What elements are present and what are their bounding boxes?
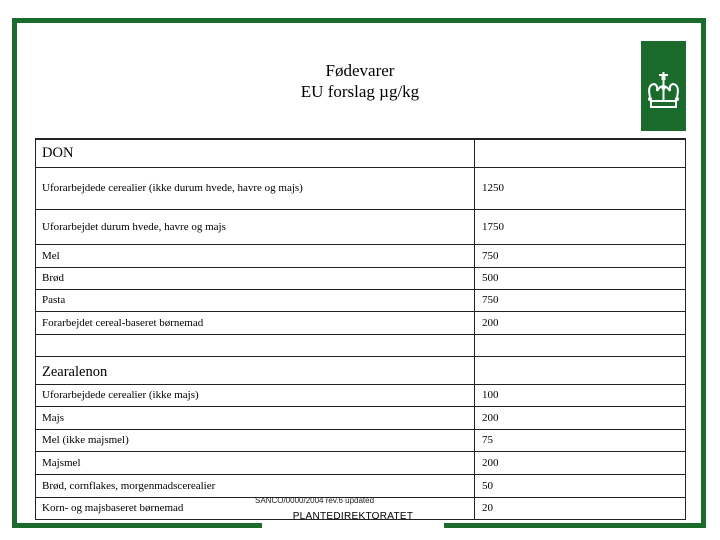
product-cell: Mel (ikke majsmel) xyxy=(36,429,475,451)
table-row xyxy=(36,289,686,311)
value-cell: 200 xyxy=(475,311,686,334)
product-cell: Majs xyxy=(36,406,475,429)
table-row xyxy=(36,474,686,497)
product-cell: Uforarbejdede cerealier (ikke durum hvede, havre og majs) xyxy=(36,167,475,209)
value-cell: 200 xyxy=(475,451,686,474)
section-name: Zearalenon xyxy=(36,356,475,384)
table-row xyxy=(36,209,686,244)
limits-table xyxy=(35,138,686,520)
table-row xyxy=(36,244,686,267)
value-cell: 750 xyxy=(475,244,686,267)
product-cell: Brød, cornflakes, morgenmadscerealier xyxy=(36,474,475,497)
empty-cell xyxy=(475,334,686,356)
value-cell: 750 xyxy=(475,289,686,311)
table-row xyxy=(36,267,686,289)
product-cell: Uforarbejdede cerealier (ikke majs) xyxy=(36,384,475,406)
spacer-row xyxy=(36,334,686,356)
product-cell: Uforarbejdet durum hvede, havre og majs xyxy=(36,209,475,244)
product-cell: Forarbejdet cereal-baseret børnemad xyxy=(36,311,475,334)
slide-border-gap xyxy=(262,522,444,532)
value-cell: 200 xyxy=(475,406,686,429)
table-row xyxy=(36,406,686,429)
empty-cell xyxy=(475,356,686,384)
product-cell: Brød xyxy=(36,267,475,289)
section-header-don xyxy=(36,139,686,167)
value-cell: 500 xyxy=(475,267,686,289)
empty-cell xyxy=(475,139,686,167)
organization-name: PLANTEDIREKTORATET xyxy=(292,511,414,522)
empty-cell xyxy=(36,334,475,356)
table-row xyxy=(36,451,686,474)
section-name: DON xyxy=(36,139,475,167)
value-cell: 20 xyxy=(475,497,686,519)
product-cell: Korn- og majsbaseret børnemad xyxy=(36,497,475,519)
value-cell: 75 xyxy=(475,429,686,451)
table-row xyxy=(36,384,686,406)
section-header-zearalenon xyxy=(36,356,686,384)
crown-logo xyxy=(641,41,686,131)
value-cell: 100 xyxy=(475,384,686,406)
value-cell: 50 xyxy=(475,474,686,497)
value-cell: 1750 xyxy=(475,209,686,244)
table-row xyxy=(36,311,686,334)
value-cell: 1250 xyxy=(475,167,686,209)
product-cell: Majsmel xyxy=(36,451,475,474)
table-row xyxy=(36,167,686,209)
product-cell: Mel xyxy=(36,244,475,267)
title-line-1: Fødevarer xyxy=(325,61,395,80)
table-row xyxy=(36,429,686,451)
document-reference: SANCO/0000/2004 rev.6 updated xyxy=(255,496,375,505)
product-cell: Pasta xyxy=(36,289,475,311)
crown-icon xyxy=(641,41,686,131)
slide-title xyxy=(230,60,490,102)
title-line-2: EU forslag µg/kg xyxy=(300,82,420,101)
